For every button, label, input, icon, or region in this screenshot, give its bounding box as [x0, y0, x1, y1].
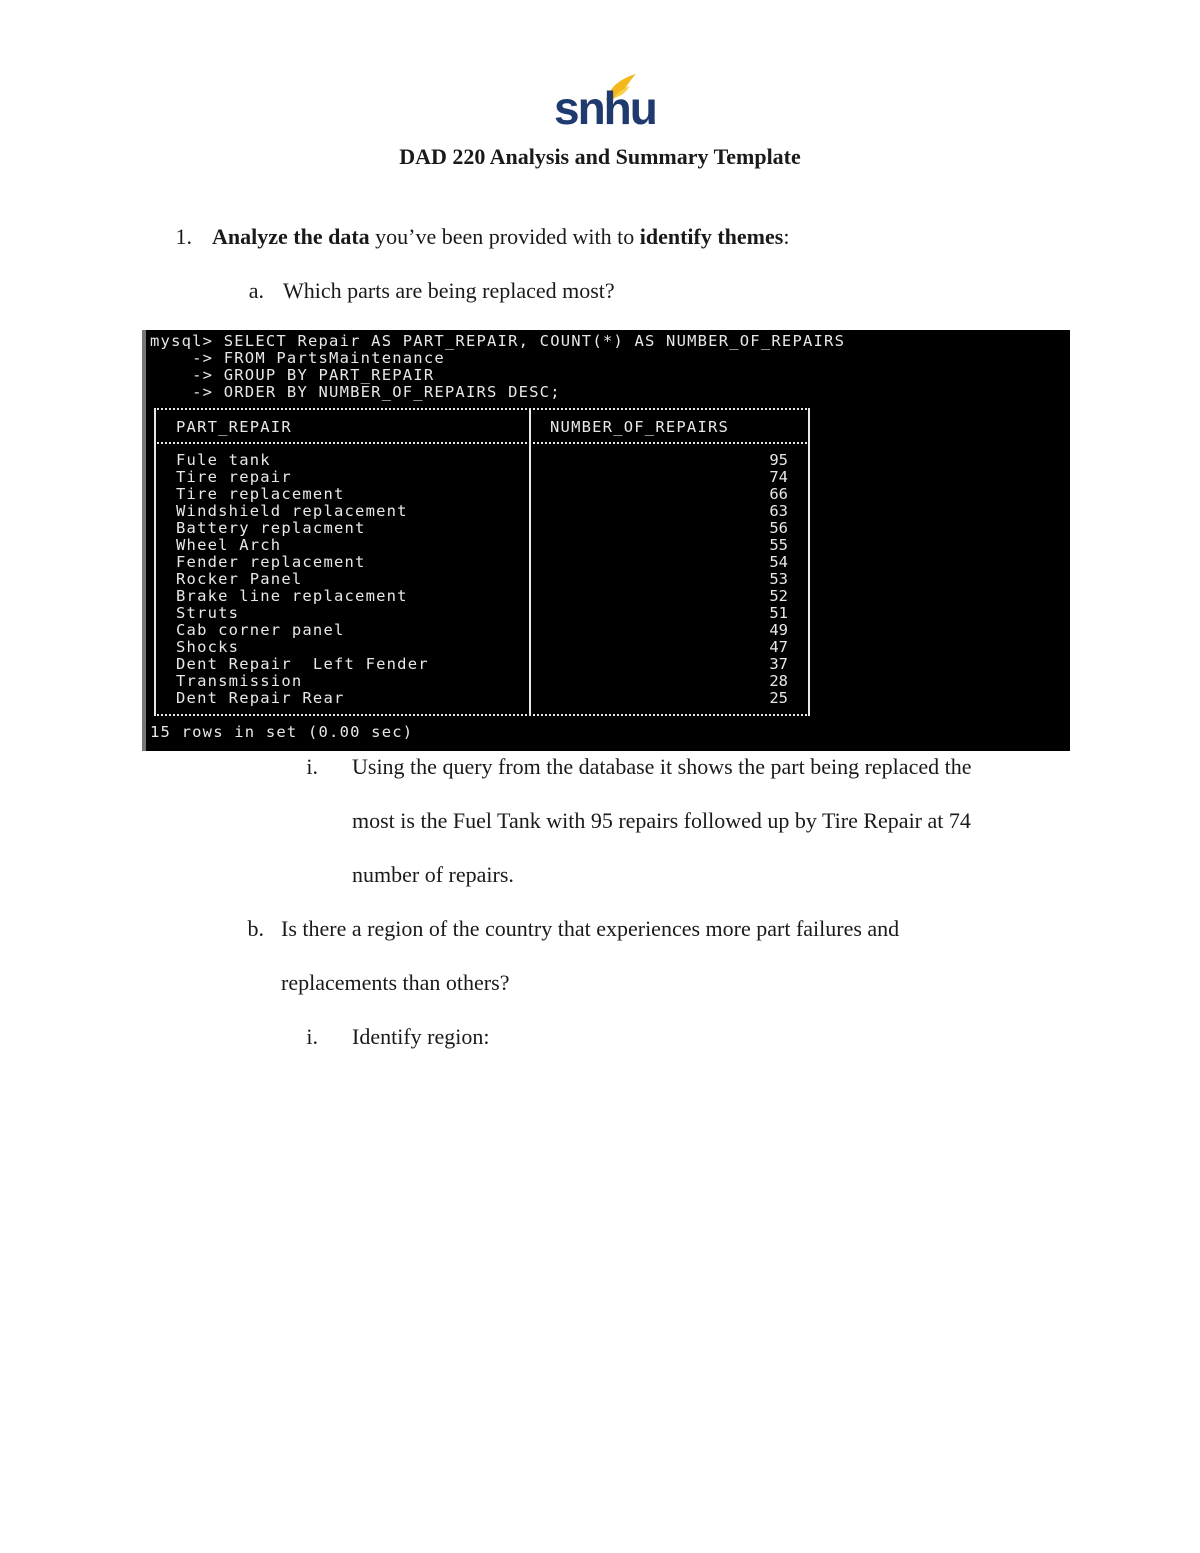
table-row-part: Transmission [176, 672, 303, 690]
table-row-count: 25 [769, 689, 788, 707]
item-a-i-line: most is the Fuel Tank with 95 repairs followed up by Tire Repair at 74 [352, 808, 971, 833]
table-row-part: Windshield replacement [176, 502, 408, 520]
query-line: -> FROM PartsMaintenance [150, 349, 445, 367]
table-row-part: Dent Repair Left Fender [176, 655, 429, 673]
item-b-i-text: Identify region: [352, 1024, 490, 1049]
table-border-mid [529, 408, 531, 714]
table-row-part: Struts [176, 604, 240, 622]
item-b-line: Is there a region of the country that experiences more part failures and [281, 916, 900, 941]
table-row-count: 51 [769, 604, 788, 622]
table-row-count: 47 [769, 638, 788, 656]
item-a-marker: a. [248, 278, 264, 303]
table-row-count: 95 [769, 451, 788, 469]
item-b-line: replacements than others? [281, 970, 510, 995]
table-row-part: Fender replacement [176, 553, 366, 571]
item-1-bold-analyze: Analyze the data [212, 224, 370, 249]
table-row-count: 49 [769, 621, 788, 639]
table-row-part: Cab corner panel [176, 621, 345, 639]
item-b-marker: b. [247, 916, 264, 941]
table-row-part: Tire replacement [176, 485, 345, 503]
table-row-count: 28 [769, 672, 788, 690]
mysql-terminal-screenshot [142, 330, 1070, 751]
logo-text: snhu [554, 82, 656, 134]
table-row-part: Fule tank [176, 451, 271, 469]
query-line: -> ORDER BY NUMBER_OF_REPAIRS DESC; [150, 383, 561, 401]
table-row-part: Brake line replacement [176, 587, 408, 605]
item-b-i-marker: i. [306, 1024, 318, 1049]
table-border-bottom [154, 714, 810, 716]
item-a-text: Which parts are being replaced most? [283, 278, 615, 303]
item-1-bold-themes: identify themes [639, 224, 784, 249]
table-border-right [808, 408, 810, 714]
table-row-count: 56 [769, 519, 788, 537]
item-1-marker: 1. [175, 224, 192, 249]
column-header-count: NUMBER_OF_REPAIRS [550, 418, 730, 436]
table-row-count: 53 [769, 570, 788, 588]
table-row-count: 52 [769, 587, 788, 605]
item-a-i-line: number of repairs. [352, 862, 514, 887]
page-title: DAD 220 Analysis and Summary Template [399, 144, 801, 169]
table-row-part: Battery replacment [176, 519, 366, 537]
item-a-i-marker: i. [306, 754, 318, 779]
item-a-i-line: Using the query from the database it shows the part being replaced the [352, 754, 972, 779]
table-row-part: Rocker Panel [176, 570, 303, 588]
table-row-count: 74 [769, 468, 788, 486]
table-row-part: Dent Repair Rear [176, 689, 345, 707]
table-row-part: Wheel Arch [176, 536, 282, 554]
query-line: mysql> SELECT Repair AS PART_REPAIR, COUNT(*) AS NUMBER_OF_REPAIRS [150, 332, 846, 350]
table-border-top [154, 408, 810, 410]
item-1-text-end: : [783, 224, 790, 249]
item-1-text [212, 222, 789, 252]
table-row-count: 55 [769, 536, 788, 554]
table-row-part: Tire repair [176, 468, 292, 486]
result-footer: 15 rows in set (0.00 sec) [150, 723, 414, 741]
snhu-logo [548, 72, 656, 136]
table-border-left [154, 408, 156, 714]
column-header-part: PART_REPAIR [176, 418, 292, 436]
table-row-part: Shocks [176, 638, 240, 656]
item-1-text-mid: you’ve been provided with to [369, 224, 640, 249]
table-border-header [154, 442, 810, 444]
table-row-count: 37 [769, 655, 788, 673]
table-row-count: 54 [769, 553, 788, 571]
table-row-count: 63 [769, 502, 788, 520]
query-line: -> GROUP BY PART_REPAIR [150, 366, 435, 384]
table-row-count: 66 [769, 485, 788, 503]
